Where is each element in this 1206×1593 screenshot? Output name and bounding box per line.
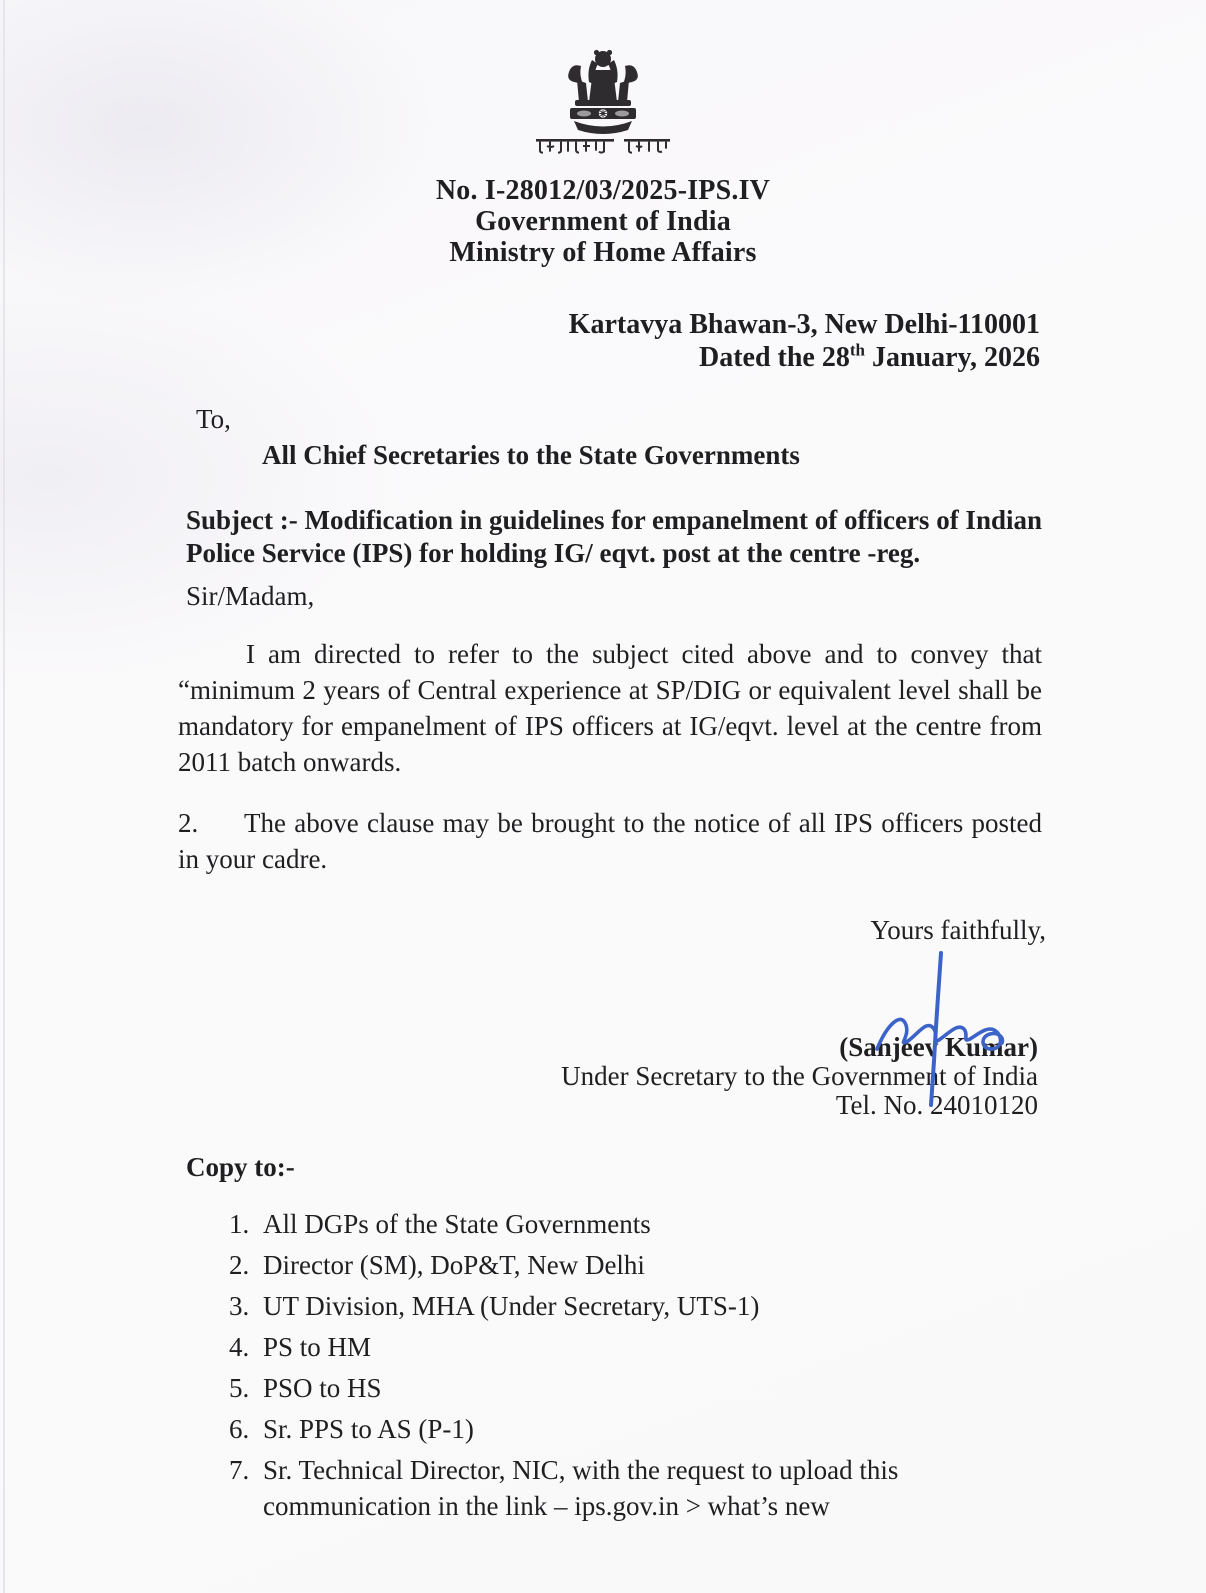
addressee-line: All Chief Secretaries to the State Governments [262, 440, 800, 470]
to-label: To, [196, 404, 231, 434]
ashoka-emblem-icon [551, 46, 655, 134]
letter-date [0, 341, 1040, 374]
salutation: Sir/Madam, [186, 581, 315, 611]
signature-block [0, 1033, 1206, 1120]
emblem-motto-glyphs [528, 137, 678, 155]
copy-to-item [229, 1247, 1042, 1283]
item-text: PSO to HS [263, 1373, 382, 1403]
scan-edge-shadow [3, 0, 5, 1593]
emblem-motto [0, 137, 1206, 155]
signatory-telephone: Tel. No. 24010120 [835, 1090, 1038, 1120]
emblem-block [0, 0, 1206, 134]
copy-to-item [229, 1329, 1042, 1365]
item-text: PS to HM [263, 1332, 372, 1362]
copy-to-item [229, 1206, 1042, 1242]
copy-to-item [229, 1411, 1042, 1447]
letter-ref-number: No. I-28012/03/2025-IPS.IV [435, 175, 771, 206]
item-number: 3. [229, 1291, 250, 1321]
date-suffix: January, 2026 [864, 342, 1040, 373]
signatory-title: Under Secretary to the Government of India [561, 1061, 1038, 1091]
copy-to-item [229, 1370, 1042, 1406]
item-text: All DGPs of the State Governments [263, 1209, 651, 1239]
address-date-block [0, 308, 1206, 374]
item-number: 1. [229, 1209, 250, 1239]
paragraph-text: The above clause may be brought to the notice of all IPS officers posted in your cadre. [178, 808, 1042, 874]
item-text: Sr. PPS to AS (P-1) [263, 1414, 474, 1444]
item-number: 6. [229, 1414, 250, 1444]
item-text: Sr. Technical Director, NIC, with the request to upload this communication in the link – ips.gov.in > what’s new [263, 1455, 899, 1521]
office-address: Kartavya Bhawan-3, New Delhi-110001 [568, 309, 1040, 340]
copy-to-label: Copy to:- [186, 1152, 295, 1182]
item-number: 4. [229, 1332, 250, 1362]
letterhead [0, 175, 1206, 268]
item-number: 7. [229, 1455, 250, 1485]
date-prefix: Dated the 28 [698, 342, 850, 373]
item-number: 2. [229, 1250, 250, 1280]
item-text: Director (SM), DoP&T, New Delhi [263, 1250, 645, 1280]
paragraph-number: 2. [178, 808, 199, 838]
copy-to-list [229, 1206, 1042, 1524]
item-number: 5. [229, 1373, 250, 1403]
signatory-name: (Sanjeev Kumar) [839, 1032, 1038, 1062]
closing-line: Yours faithfully, [870, 915, 1046, 945]
body-paragraph-2 [178, 805, 1042, 877]
item-text: UT Division, MHA (Under Secretary, UTS-1) [263, 1291, 760, 1321]
copy-to-item [229, 1288, 1042, 1324]
date-ordinal: th [849, 340, 865, 360]
body-paragraph-1: I am directed to refer to the subject cited above and to convey that “minimum 2 years of Central experience at SP/DIG or equivalent level shall be mandatory for empanelment of IPS officers at IG/eqvt. level at the centre from 2011 batch onwards. [178, 639, 1042, 777]
subject-line: Subject :- Modification in guidelines for empanelment of officers of Indian Police Service (IPS) for holding IG/ eqvt. post at the centre -reg. [186, 505, 1042, 568]
ministry-name: Ministry of Home Affairs [449, 237, 757, 268]
org-name: Government of India [475, 206, 731, 237]
copy-to-item [229, 1452, 1042, 1524]
